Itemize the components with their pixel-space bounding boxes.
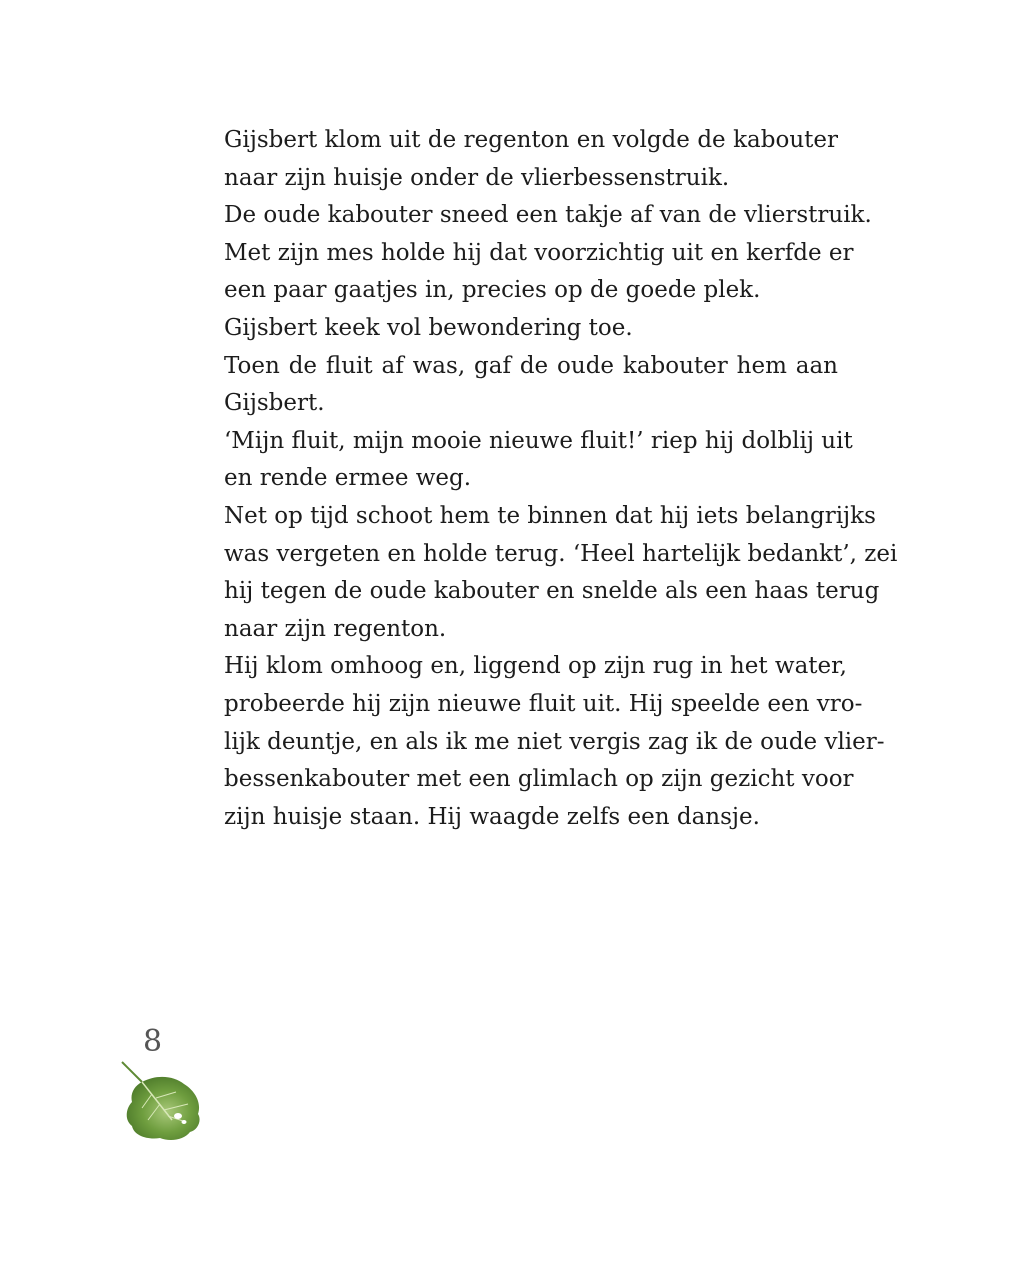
text-line: naar zijn huisje onder de vlierbessenstruik. — [224, 164, 730, 191]
text-line: Hij klom omhoog en, liggend op zijn rug in het water, — [224, 653, 847, 680]
text-line: probeerde hij zijn nieuwe fluit uit. Hij speelde een vro- — [224, 690, 863, 717]
text-line: Gijsbert. — [224, 390, 325, 417]
text-line: naar zijn regenton. — [224, 615, 447, 642]
text-line: Gijsbert keek vol bewondering toe. — [224, 314, 633, 341]
text-line: en rende ermee weg. — [224, 465, 472, 492]
text-line: bessenkabouter met een glimlach op zijn gezicht voor — [224, 766, 854, 793]
text-line: hij tegen de oude kabouter en snelde als een haas terug — [224, 578, 880, 605]
text-line: zijn huisje staan. Hij waagde zelfs een dansje. — [224, 803, 760, 830]
text-line: was vergeten en holde terug. ‘Heel hartelijk bedankt’, zei — [224, 540, 898, 567]
text-line: lijk deuntje, en als ik me niet vergis zag ik de oude vlier- — [224, 728, 885, 755]
text-line: een paar gaatjes in, precies op de goede plek. — [224, 277, 761, 304]
text-line: Net op tijd schoot hem te binnen dat hij iets belangrijks — [224, 502, 876, 529]
text-line: De oude kabouter sneed een takje af van de vlierstruik. — [224, 202, 872, 229]
text-line: ‘Mijn fluit, mijn mooie nieuwe fluit!’ riep hij dolblij uit — [224, 427, 853, 454]
text-line: Toen de fluit af was, gaf de oude kabouter hem aan — [224, 352, 838, 379]
leaf-icon — [112, 1058, 206, 1144]
page-number: 8 — [143, 1024, 163, 1059]
text-line: Gijsbert klom uit de regenton en volgde de kabouter — [224, 127, 838, 153]
body-text — [224, 122, 898, 836]
text-line: Met zijn mes holde hij dat voorzichtig uit en kerfde er — [224, 239, 854, 266]
